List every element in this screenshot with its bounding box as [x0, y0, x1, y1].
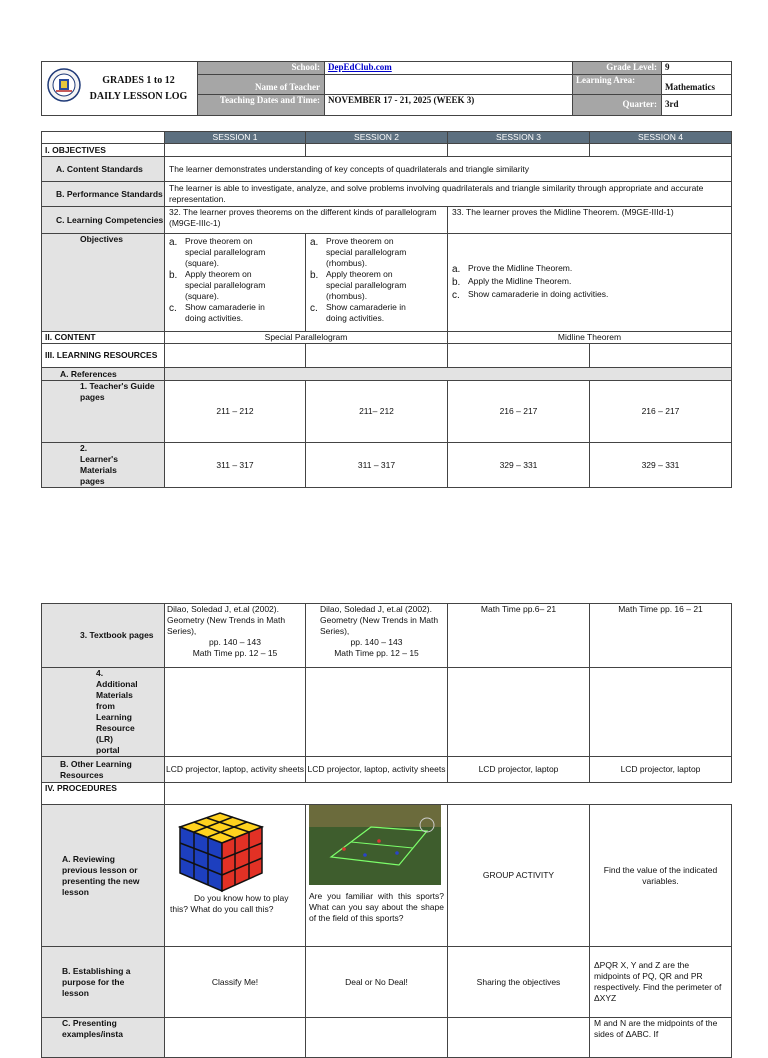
textbook-s4: Math Time pp. 16 – 21	[590, 604, 732, 668]
lm-s3: 329 – 331	[448, 443, 590, 488]
objectives-s1-list	[169, 236, 301, 324]
learning-area-label: Learning Area:	[573, 75, 662, 95]
review-s3: GROUP ACTIVITY	[448, 805, 590, 947]
tg-s3: 216 – 217	[448, 381, 590, 443]
textbook-s3: Math Time pp.6– 21	[448, 604, 590, 668]
lesson-table-2	[41, 603, 732, 1058]
teacher-value	[325, 75, 573, 95]
other-resources-label: B. Other Learning Resources	[42, 757, 165, 783]
objectives-label: I. OBJECTIVES	[42, 144, 165, 157]
teachers-guide-label: 1. Teacher's Guide pages	[42, 381, 165, 443]
objective-item: b. Apply the Midline Theorem.	[452, 276, 572, 289]
objective-item: c. Show camaraderie in doing activities.	[169, 302, 265, 324]
soccer-field-image	[309, 805, 441, 885]
tg-s1: 211 – 212	[165, 381, 306, 443]
procedures-label: IV. PROCEDURES	[42, 783, 165, 805]
content-label: II. CONTENT	[42, 332, 165, 344]
reviewing-label: A. Reviewing previous lesson or presenting the new lesson	[42, 805, 165, 947]
teacher-label: Name of Teacher	[198, 75, 325, 95]
objective-item: a. Prove theorem on special parallelogram (square).	[169, 236, 266, 269]
deped-seal-icon	[47, 68, 81, 102]
content-s34: Midline Theorem	[448, 332, 732, 344]
objectives-s34	[448, 234, 732, 332]
competency-s34: 33. The learner proves the Midline Theorem. (M9GE-IIId-1)	[448, 207, 732, 234]
purpose-s2: Deal or No Deal!	[306, 947, 448, 1018]
textbook-label: 3. Textbook pages	[42, 604, 165, 668]
review-s2	[306, 805, 448, 947]
school-link[interactable]: DepEdClub.com	[328, 62, 392, 73]
review-s2-text: Are you familiar with this sports? What can you say about the shape of the field of this sports?	[309, 891, 444, 924]
lm-s2: 311 – 317	[306, 443, 448, 488]
tg-s2: 211– 212	[306, 381, 448, 443]
grades-title: GRADES 1 to 12	[102, 74, 175, 86]
other-s4: LCD projector, laptop	[590, 757, 732, 783]
session-2-header: SESSION 2	[306, 132, 448, 144]
purpose-s3: Sharing the objectives	[448, 947, 590, 1018]
content-standards-label: A. Content Standards	[42, 157, 165, 182]
lm-s1: 311 – 317	[165, 443, 306, 488]
competencies-label: C. Learning Competencies	[42, 207, 165, 234]
performance-standards-label: B. Performance Standards	[42, 182, 165, 207]
competency-s12: 32. The learner proves theorems on the different kinds of parallelogram (M9GE-IIIc-1)	[165, 207, 448, 234]
references-label: A. References	[42, 368, 165, 381]
objective-item: b. Apply theorem on special parallelogram (square).	[169, 269, 266, 302]
objective-item: b. Apply theorem on special parallelogram (rhombus).	[310, 269, 407, 302]
lm-s4: 329 – 331	[590, 443, 732, 488]
session-1-header: SESSION 1	[165, 132, 306, 144]
purpose-s1: Classify Me!	[165, 947, 306, 1018]
tg-s4: 216 – 217	[590, 381, 732, 443]
objective-item: c. Show camaraderie in doing activities.	[310, 302, 406, 324]
content-standards-text: The learner demonstrates understanding of key concepts of quadrilaterals and triangle similarity	[165, 157, 732, 182]
review-s1-text: Do you know how to play this? What do you call this?	[170, 893, 289, 915]
rubiks-cube-image	[170, 805, 270, 893]
objectives-s34-list	[452, 263, 727, 302]
header-table	[41, 61, 732, 116]
learning-area-value: Mathematics	[662, 75, 732, 95]
performance-standards-text: The learner is able to investigate, analyze, and solve problems involving quadrilaterals and triangle similarity through appropriate and accurate representation.	[165, 182, 732, 207]
other-s1: LCD projector, laptop, activity sheets	[165, 757, 306, 783]
textbook-s2: Dilao, Soledad J, et.al (2002). Geometry (New Trends in Math Series), pp. 140 – 143 Math Time pp. 12 – 15	[306, 604, 448, 668]
review-s1	[165, 805, 306, 947]
quarter-value: 3rd	[662, 95, 732, 116]
presenting-s4: M and N are the midpoints of the sides of ΔABC. If	[590, 1018, 732, 1058]
header-title-cell	[42, 62, 198, 116]
other-s3: LCD projector, laptop	[448, 757, 590, 783]
objectives-sub-label: Objectives	[42, 234, 165, 332]
objective-item: c. Show camaraderie in doing activities.	[452, 289, 609, 302]
purpose-s4: ΔPQR X, Y and Z are the midpoints of PQ, QR and PR respectively. Find the perimeter of ΔXYZ	[590, 947, 732, 1018]
session-3-header: SESSION 3	[448, 132, 590, 144]
objectives-s2-list	[310, 236, 443, 324]
objective-item: a. Prove the Midline Theorem.	[452, 263, 573, 276]
other-s2: LCD projector, laptop, activity sheets	[306, 757, 448, 783]
dates-label: Teaching Dates and Time:	[198, 95, 325, 116]
objective-item: a. Prove theorem on special parallelogram (rhombus).	[310, 236, 407, 269]
review-s4: Find the value of the indicated variables.	[590, 805, 732, 947]
grade-level-label: Grade Level:	[573, 62, 662, 75]
textbook-s1: Dilao, Soledad J, et.al (2002). Geometry (New Trends in Math Series), pp. 140 – 143 Math Time pp. 12 – 15	[165, 604, 306, 668]
purpose-label: B. Establishing a purpose for the lesson	[42, 947, 165, 1018]
content-s12: Special Parallelogram	[165, 332, 448, 344]
objectives-s1	[165, 234, 306, 332]
objectives-s2	[306, 234, 448, 332]
session-4-header: SESSION 4	[590, 132, 732, 144]
resources-label: III. LEARNING RESOURCES	[42, 344, 165, 368]
dates-value: NOVEMBER 17 - 21, 2025 (WEEK 3)	[325, 95, 573, 116]
school-label: School:	[198, 62, 325, 75]
dll-title: DAILY LESSON LOG	[89, 90, 188, 102]
presenting-label: C. Presenting examples/insta	[42, 1018, 165, 1058]
lesson-table-1	[41, 131, 732, 488]
school-value-cell	[325, 62, 573, 75]
session-header-blank	[42, 132, 165, 144]
grade-level-value: 9	[662, 62, 732, 75]
additional-materials-label: 4. Additional Materials from Learning Resource (LR) portal	[42, 668, 165, 757]
learners-materials-label: 2. Learner's Materials pages	[42, 443, 165, 488]
quarter-label: Quarter:	[573, 95, 662, 116]
